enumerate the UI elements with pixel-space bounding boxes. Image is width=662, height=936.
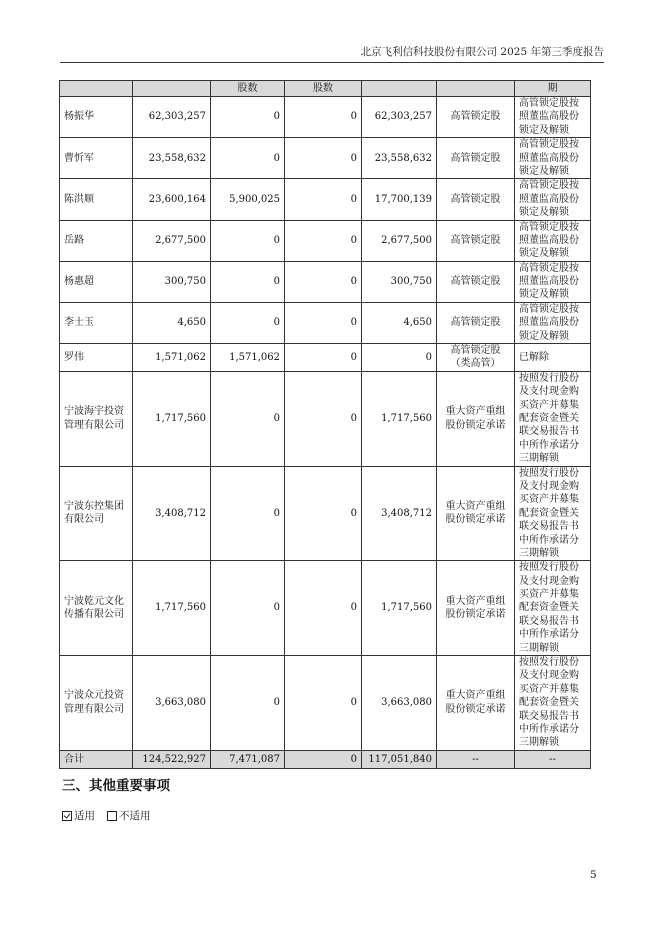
added-shares-cell: 0 [285,302,362,343]
header-cell [60,81,133,97]
release-date-cell: 按照发行股份及支付现金购买资产并募集配套资金暨关联交易报告书中所作承诺分三期解锁 [515,371,591,466]
opening-shares-cell: 3,663,080 [133,656,211,751]
page-number: 5 [590,869,597,881]
shareholder-name-cell: 罗伟 [60,344,133,372]
closing-shares-cell: 2,677,500 [362,220,437,261]
table-row [60,261,591,302]
added-shares-cell: 0 [285,466,362,561]
closing-shares-cell: 62,303,257 [362,97,437,138]
added-shares-cell: 0 [285,261,362,302]
opening-shares-cell: 4,650 [133,302,211,343]
shareholder-name-cell: 杨惠超 [60,261,133,302]
restriction-reason-cell: 高管锁定股 [437,302,515,343]
restriction-reason-cell: 重大资产重组股份锁定承诺 [437,561,515,656]
shareholder-name-cell: 岳路 [60,220,133,261]
release-date-cell: 高管锁定股按照董监高股份锁定及解锁 [515,261,591,302]
option-applicable-label: 适用 [74,810,95,822]
shareholder-name-cell: 宁波海宇投资管理有限公司 [60,371,133,466]
added-shares-cell: 0 [285,220,362,261]
header-cell: 期 [515,81,591,97]
added-shares-cell: 0 [285,179,362,220]
table-row [60,138,591,179]
restriction-reason-cell: 重大资产重组股份锁定承诺 [437,656,515,751]
header-cell: 股数 [211,81,285,97]
closing-shares-cell: 17,700,139 [362,179,437,220]
released-shares-cell: 0 [211,466,285,561]
header-cell [133,81,211,97]
restricted-shares-table-wrap [59,80,591,769]
closing-shares-cell: 1,717,560 [362,561,437,656]
release-date-cell: 高管锁定股按照董监高股份锁定及解锁 [515,97,591,138]
released-shares-cell: 5,900,025 [211,179,285,220]
release-date-cell: 按照发行股份及支付现金购买资产并募集配套资金暨关联交易报告书中所作承诺分三期解锁 [515,656,591,751]
released-shares-cell: 0 [211,220,285,261]
closing-shares-cell: 0 [362,344,437,372]
restriction-reason-cell: 高管锁定股 [437,179,515,220]
total-released-shares-cell: 7,471,087 [211,750,285,768]
restricted-shares-table [59,80,591,769]
header-cell [362,81,437,97]
released-shares-cell: 0 [211,97,285,138]
released-shares-cell: 0 [211,561,285,656]
closing-shares-cell: 1,717,560 [362,371,437,466]
total-row [60,750,591,768]
applicability-options [62,808,151,823]
shareholder-name-cell: 陈洪顺 [60,179,133,220]
option-not-applicable[interactable] [107,808,151,823]
closing-shares-cell: 4,650 [362,302,437,343]
release-date-cell: 高管锁定股按照董监高股份锁定及解锁 [515,302,591,343]
opening-shares-cell: 1,571,062 [133,344,211,372]
closing-shares-cell: 23,558,632 [362,138,437,179]
release-date-cell: 已解除 [515,344,591,372]
total-shareholder-name-cell: 合计 [60,750,133,768]
table-row [60,466,591,561]
shareholder-name-cell: 杨振华 [60,97,133,138]
closing-shares-cell: 3,663,080 [362,656,437,751]
released-shares-cell: 1,571,062 [211,344,285,372]
released-shares-cell: 0 [211,656,285,751]
restriction-reason-cell: 重大资产重组股份锁定承诺 [437,371,515,466]
total-closing-shares-cell: 117,051,840 [362,750,437,768]
release-date-cell: 高管锁定股按照董监高股份锁定及解锁 [515,220,591,261]
table-row [60,371,591,466]
shareholder-name-cell: 宁波众元投资管理有限公司 [60,656,133,751]
table-row [60,656,591,751]
added-shares-cell: 0 [285,656,362,751]
restriction-reason-cell: 重大资产重组股份锁定承诺 [437,466,515,561]
total-opening-shares-cell: 124,522,927 [133,750,211,768]
restriction-reason-cell: 高管锁定股（类高管） [437,344,515,372]
added-shares-cell: 0 [285,561,362,656]
total-added-shares-cell: 0 [285,750,362,768]
closing-shares-cell: 3,408,712 [362,466,437,561]
option-applicable[interactable] [62,808,95,823]
opening-shares-cell: 23,600,164 [133,179,211,220]
table-header-row [60,81,591,97]
released-shares-cell: 0 [211,371,285,466]
released-shares-cell: 0 [211,261,285,302]
added-shares-cell: 0 [285,344,362,372]
section-title: 三、其他重要事项 [62,778,170,794]
table-row [60,302,591,343]
released-shares-cell: 0 [211,138,285,179]
option-not-applicable-label: 不适用 [119,810,151,822]
release-date-cell: 按照发行股份及支付现金购买资产并募集配套资金暨关联交易报告书中所作承诺分三期解锁 [515,466,591,561]
added-shares-cell: 0 [285,138,362,179]
table-row [60,561,591,656]
unchecked-box-icon[interactable] [107,811,117,821]
table-row [60,97,591,138]
restriction-reason-cell: 高管锁定股 [437,261,515,302]
release-date-cell: 高管锁定股按照董监高股份锁定及解锁 [515,138,591,179]
page-header: 北京飞利信科技股份有限公司 2025 年第三季度报告 [60,44,604,63]
restriction-reason-cell: 高管锁定股 [437,138,515,179]
added-shares-cell: 0 [285,371,362,466]
shareholder-name-cell: 宁波东控集团有限公司 [60,466,133,561]
opening-shares-cell: 1,717,560 [133,561,211,656]
opening-shares-cell: 1,717,560 [133,371,211,466]
total-release-date-cell: -- [515,750,591,768]
total-restriction-reason-cell: -- [437,750,515,768]
opening-shares-cell: 2,677,500 [133,220,211,261]
shareholder-name-cell: 李士玉 [60,302,133,343]
closing-shares-cell: 300,750 [362,261,437,302]
table-body [60,81,591,769]
table-row [60,220,591,261]
opening-shares-cell: 3,408,712 [133,466,211,561]
restriction-reason-cell: 高管锁定股 [437,220,515,261]
header-cell: 股数 [285,81,362,97]
header-cell [437,81,515,97]
added-shares-cell: 0 [285,97,362,138]
table-row [60,179,591,220]
table-row [60,344,591,372]
opening-shares-cell: 300,750 [133,261,211,302]
shareholder-name-cell: 宁波乾元文化传播有限公司 [60,561,133,656]
restriction-reason-cell: 高管锁定股 [437,97,515,138]
checked-box-icon[interactable] [62,811,72,821]
shareholder-name-cell: 曹忻军 [60,138,133,179]
release-date-cell: 高管锁定股按照董监高股份锁定及解锁 [515,179,591,220]
release-date-cell: 按照发行股份及支付现金购买资产并募集配套资金暨关联交易报告书中所作承诺分三期解锁 [515,561,591,656]
opening-shares-cell: 23,558,632 [133,138,211,179]
opening-shares-cell: 62,303,257 [133,97,211,138]
released-shares-cell: 0 [211,302,285,343]
